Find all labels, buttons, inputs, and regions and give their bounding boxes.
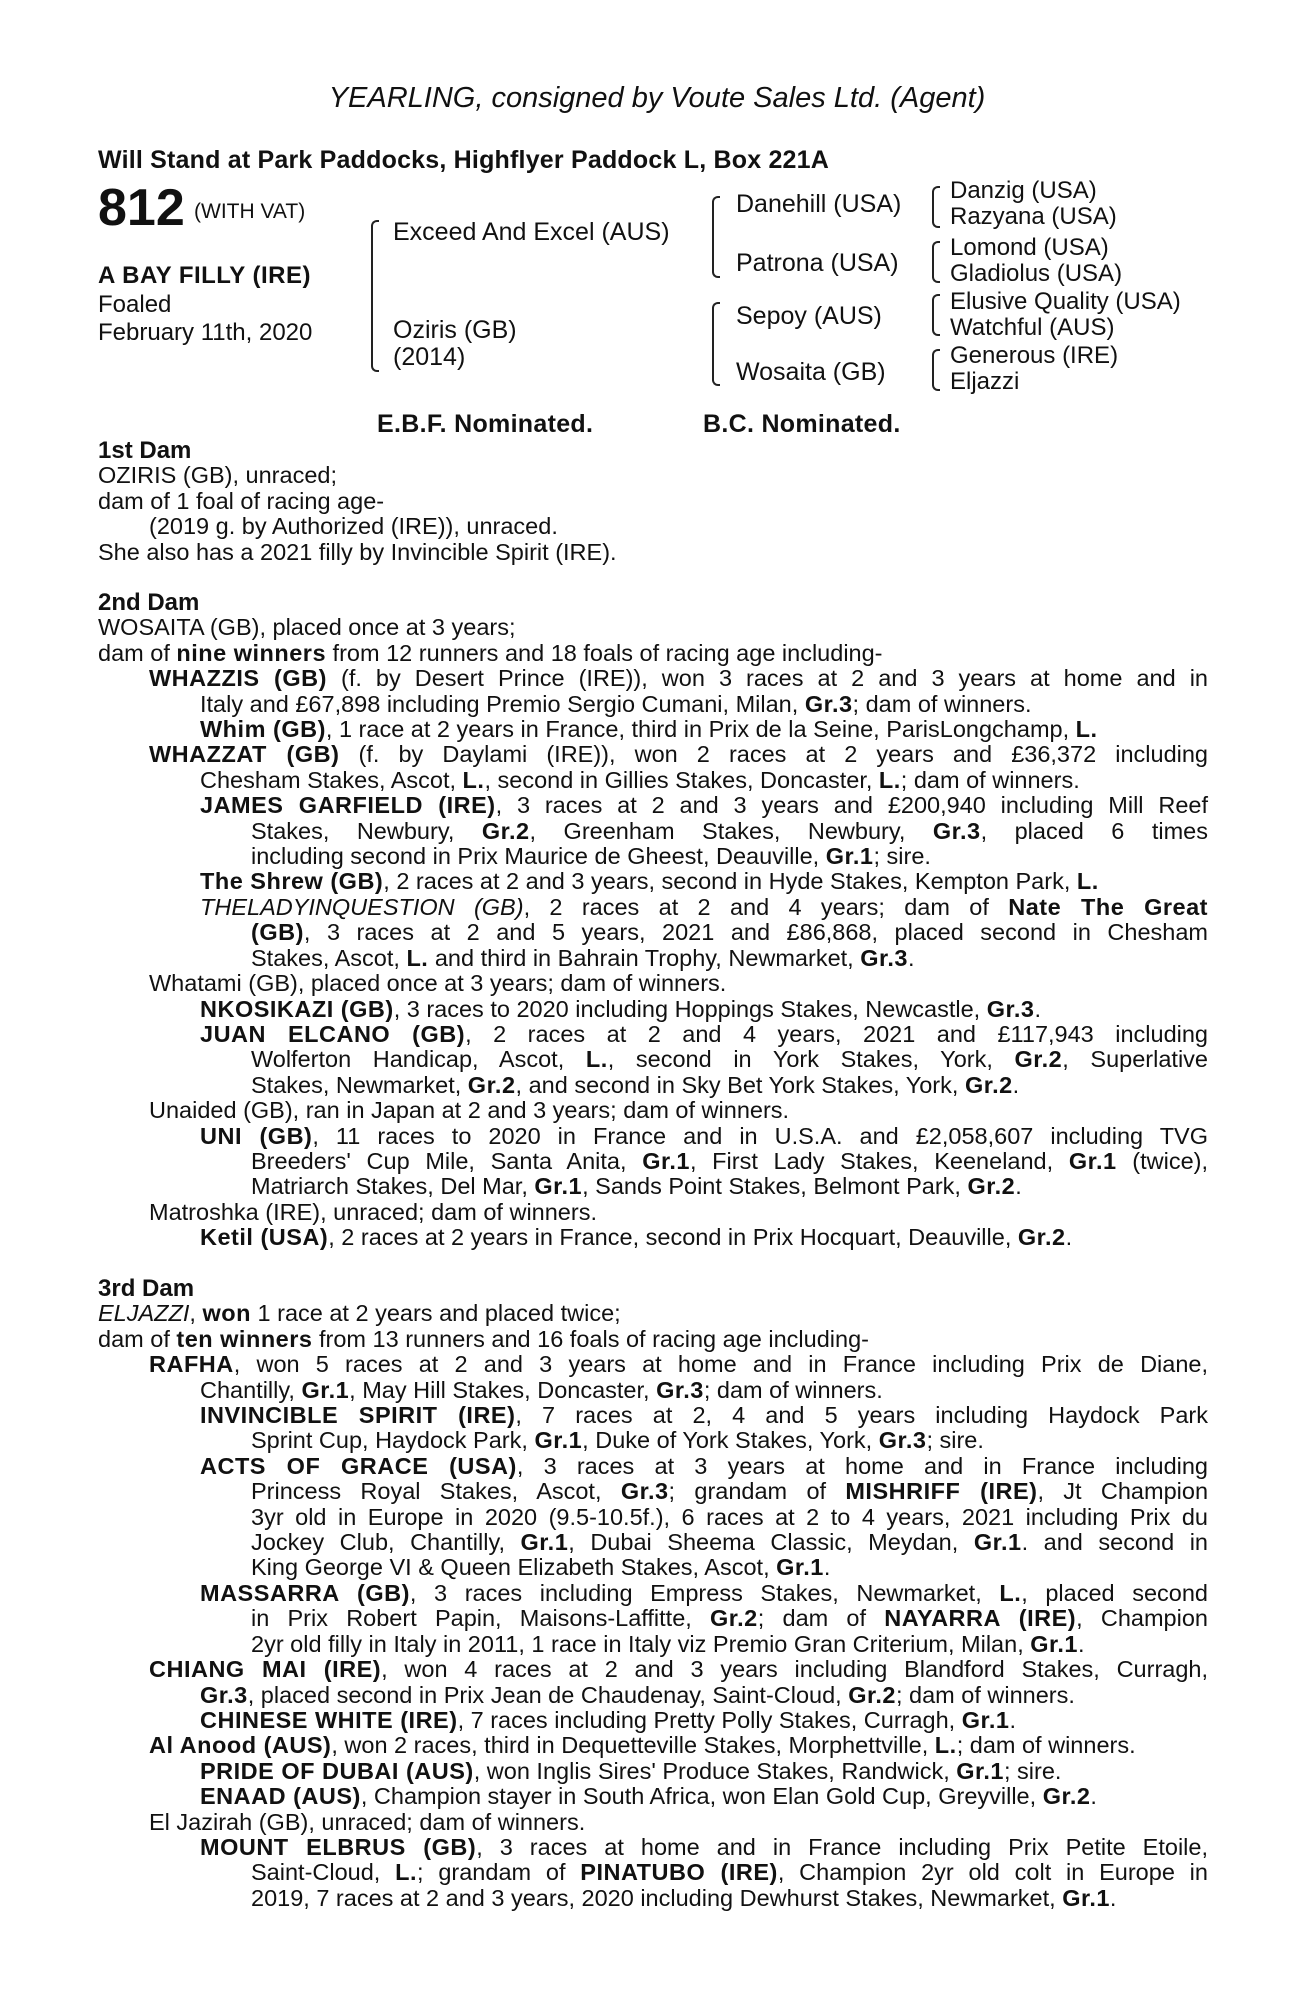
first-dam-line: (2019 g. by Authorized (IRE)), unraced. — [149, 513, 558, 540]
first-dam-line: OZIRIS (GB), unraced; — [98, 462, 337, 489]
third-dam-produce — [98, 1327, 1208, 1352]
consignment-line: YEARLING, consigned by Voute Sales Ltd. (Agent) — [328, 82, 986, 114]
horse-name: CHINESE WHITE (IRE) — [200, 1706, 458, 1733]
grade: Gr.3 — [932, 817, 981, 844]
second-dam-heading: 2nd Dam — [98, 589, 200, 616]
grade: Gr.1 — [534, 1427, 583, 1454]
pedigree-entry — [98, 1428, 1208, 1453]
pedigree-entry — [98, 742, 1208, 767]
pedigree-gen4-6: Watchful (AUS) — [950, 314, 1115, 341]
grade: Gr.1 — [1030, 1630, 1078, 1657]
pedigree-gen3-3: Sepoy (AUS) — [736, 302, 882, 330]
horse-name: Al Anood (AUS) — [149, 1732, 332, 1759]
grade: Gr.2 — [964, 1071, 1013, 1098]
text: , and second in Sky Bet York Stakes, York, — [515, 1071, 965, 1098]
first-dam-heading: 1st Dam — [98, 437, 192, 464]
pedigree-entry — [98, 666, 1208, 691]
text: , 2 races at 2 years in France, second in Prix Hocquart, Deauville, — [328, 1224, 1018, 1251]
pedigree-entry — [98, 1581, 1208, 1606]
text: . — [1078, 1630, 1085, 1657]
pedigree-entry: Whatami (GB), placed once at 3 years; dam of winners. — [149, 970, 727, 997]
text: , placed second in Prix Jean de Chaudenay, Saint-Cloud, — [247, 1681, 849, 1708]
horse-name: WHAZZAT (GB) — [149, 741, 340, 768]
brace-dam-parents — [712, 302, 720, 386]
pedigree-gen4-1: Danzig (USA) — [950, 177, 1097, 204]
brace-sire-parents — [712, 196, 720, 278]
grade: Gr.1 — [825, 843, 874, 870]
text: Italy and £67,898 including Premio Sergio Cumani, Milan, — [200, 690, 805, 717]
first-dam-line: dam of 1 foal of racing age- — [98, 487, 385, 514]
text: 2yr old filly in Italy in 2011, 1 race in Italy viz Premio Gran Criterium, Milan, — [251, 1630, 1031, 1657]
pedigree-entry — [98, 1073, 1208, 1098]
text: ; dam of — [757, 1605, 885, 1632]
lot-number: 812 — [98, 179, 185, 237]
pedigree-entry — [98, 1225, 1208, 1250]
won-label: won — [202, 1300, 251, 1327]
text: , — [189, 1300, 203, 1327]
grade: Gr.3 — [878, 1427, 927, 1454]
pedigree-entry — [98, 1632, 1208, 1657]
text: , 2 races at 2 and 3 years, second in Hyde Stakes, Kempton Park, — [383, 868, 1077, 895]
text: , 3 races including Empress Stakes, Newmarket, — [409, 1579, 1000, 1606]
text: , won Inglis Sires' Produce Stakes, Randwick, — [473, 1757, 957, 1784]
text: ; grandam of — [668, 1478, 846, 1505]
text: , won 5 races at 2 and 3 years at home and in France including Prix de Diane, — [233, 1351, 1208, 1378]
text: , second in Gillies Stakes, Doncaster, — [484, 766, 879, 793]
pedigree-entry: Matroshka (IRE), unraced; dam of winners. — [149, 1198, 597, 1225]
pedigree-entry — [98, 1022, 1208, 1047]
foaled-date: February 11th, 2020 — [98, 319, 313, 346]
pedigree-gen4-2: Razyana (USA) — [950, 203, 1117, 230]
grade: Gr.3 — [620, 1478, 669, 1505]
horse-name: NAYARRA (IRE) — [884, 1605, 1077, 1632]
text: , May Hill Stakes, Doncaster, — [349, 1376, 657, 1403]
text: , placed 6 times — [980, 817, 1208, 844]
text: King George VI & Queen Elizabeth Stakes, Ascot, — [251, 1554, 777, 1581]
grade: Gr.2 — [467, 1071, 516, 1098]
first-dam-line: She also has a 2021 filly by Invincible Spirit (IRE). — [98, 538, 617, 565]
horse-name: UNI (GB) — [200, 1122, 313, 1149]
text: , Champion 2yr old colt in Europe in — [777, 1859, 1208, 1886]
text: from 12 runners and 18 foals of racing age including- — [326, 639, 883, 666]
grade: Gr.3 — [860, 944, 908, 971]
grade: Gr.2 — [1042, 1783, 1091, 1810]
pedigree-entry — [98, 946, 1208, 971]
text: including second in Prix Maurice de Gheest, Deauville, — [251, 843, 826, 870]
pedigree-entry — [98, 1784, 1208, 1809]
grade: L. — [1076, 868, 1099, 895]
horse-name: JAMES GARFIELD (IRE) — [200, 792, 496, 819]
horse-name: RAFHA — [149, 1351, 234, 1378]
pedigree-entry — [98, 1047, 1208, 1072]
text: , second in York Stakes, York, — [607, 1046, 1015, 1073]
grade: Gr.3 — [656, 1376, 704, 1403]
winners-count: nine winners — [176, 639, 327, 666]
pedigree-entry — [98, 895, 1208, 920]
pedigree-entry: El Jazirah (GB), unraced; dam of winners. — [149, 1808, 586, 1835]
text: and third in Bahrain Trophy, Newmarket, — [428, 944, 861, 971]
pedigree-gen3-2: Patrona (USA) — [736, 249, 899, 277]
text: , 1 race at 2 years in France, third in Prix de la Seine, ParisLongchamp, — [325, 716, 1076, 743]
text: 1 race at 2 years and placed twice; — [250, 1300, 621, 1327]
pedigree-gen3-4: Wosaita (GB) — [736, 358, 886, 386]
text: , Duke of York Stakes, York, — [582, 1427, 879, 1454]
foaled-label: Foaled — [98, 291, 172, 318]
text: ; dam of winners. — [900, 766, 1080, 793]
pedigree-entry — [98, 1378, 1208, 1403]
text: . — [907, 944, 915, 971]
text: , 2 races at 2 and 4 years, 2021 and £117,943 including — [465, 1020, 1209, 1047]
text: , Champion — [1076, 1605, 1208, 1632]
grade: Gr.1 — [534, 1173, 583, 1200]
text: Breeders' Cup Mile, Santa Anita, — [251, 1147, 643, 1174]
grade: Gr.3 — [986, 995, 1035, 1022]
grade: Gr.1 — [1068, 1147, 1117, 1174]
third-dam-section — [98, 1276, 1208, 1911]
text: ; dam of winners. — [895, 1681, 1075, 1708]
grade: L. — [406, 944, 429, 971]
pedigree-entry — [98, 1759, 1208, 1784]
pedigree-entry — [98, 1555, 1208, 1580]
text: , 3 races at 2 and 3 years and £200,940 including Mill Reef — [495, 792, 1208, 819]
pedigree-entry — [98, 1174, 1208, 1199]
horse-name: PRIDE OF DUBAI (AUS) — [200, 1757, 474, 1784]
third-dam-line — [98, 1301, 1208, 1326]
text: , Dubai Sheema Classic, Meydan, — [568, 1529, 974, 1556]
grade: Gr.1 — [961, 1706, 1010, 1733]
horse-name: (GB) — [251, 919, 304, 946]
grade: L. — [999, 1579, 1022, 1606]
horse-name: CHIANG MAI (IRE) — [149, 1656, 382, 1683]
pedigree-entry — [98, 869, 1208, 894]
text: (f. by Desert Prince (IRE)), won 3 races at 2 and 3 years at home and in — [326, 665, 1208, 692]
pedigree-gen4-5: Elusive Quality (USA) — [950, 288, 1181, 315]
brace-gen4-1 — [932, 186, 940, 228]
grade: L. — [585, 1046, 608, 1073]
text: . and second in — [1021, 1529, 1208, 1556]
horse-description: A BAY FILLY (IRE) — [98, 262, 311, 289]
text: dam of — [98, 1325, 177, 1352]
pedigree-entry — [98, 1708, 1208, 1733]
text: , Superlative — [1062, 1046, 1208, 1073]
grade: Gr.1 — [301, 1376, 350, 1403]
vat-note: (WITH VAT) — [194, 200, 306, 223]
pedigree-entry: 3yr old in Europe in 2020 (9.5-10.5f.), 6 races at 2 to 4 years, 2021 including Prix du — [251, 1503, 1208, 1530]
grade: Gr.1 — [956, 1757, 1004, 1784]
pedigree-entry — [98, 997, 1208, 1022]
text: Stakes, Ascot, — [251, 944, 407, 971]
text: . — [1065, 1224, 1073, 1251]
text: , First Lady Stakes, Keeneland, — [689, 1147, 1069, 1174]
text: Princess Royal Stakes, Ascot, — [251, 1478, 621, 1505]
horse-name: THELADYINQUESTION (GB) — [200, 893, 524, 920]
text: , 3 races to 2020 including Hoppings Stakes, Newcastle, — [393, 995, 987, 1022]
grade: Gr.1 — [520, 1529, 569, 1556]
pedigree-gen4-3: Lomond (USA) — [950, 234, 1109, 261]
text: Jockey Club, Chantilly, — [251, 1529, 521, 1556]
horse-name: PINATUBO (IRE) — [580, 1859, 778, 1886]
text: . — [1009, 1706, 1016, 1733]
text: , 7 races at 2, 4 and 5 years including Haydock Park — [515, 1402, 1208, 1429]
pedigree-entry — [98, 1733, 1208, 1758]
stand-location: Will Stand at Park Paddocks, Highflyer Paddock L, Box 221A — [98, 146, 830, 174]
text: , 2 races at 2 and 4 years; dam of — [523, 893, 1009, 920]
pedigree-entry — [98, 1886, 1208, 1911]
horse-name: ACTS OF GRACE (USA) — [200, 1452, 517, 1479]
horse-name: NKOSIKAZI (GB) — [200, 995, 394, 1022]
pedigree-entry — [98, 1149, 1208, 1174]
text: Stakes, Newmarket, — [251, 1071, 468, 1098]
pedigree-dam: Oziris (GB) — [393, 316, 517, 344]
text: , won 4 races at 2 and 3 years including Blandford Stakes, Curragh, — [381, 1656, 1209, 1683]
pedigree-entry — [98, 1835, 1208, 1860]
ebf-nomination: E.B.F. Nominated. — [377, 410, 594, 438]
text: Chesham Stakes, Ascot, — [200, 766, 463, 793]
text: , Sands Point Stakes, Belmont Park, — [582, 1173, 968, 1200]
text: , Champion stayer in South Africa, won Elan Gold Cup, Greyville, — [360, 1783, 1043, 1810]
grade: Gr.1 — [642, 1147, 690, 1174]
horse-name: Nate The Great — [1008, 893, 1208, 920]
bc-nomination: B.C. Nominated. — [703, 410, 901, 438]
pedigree-gen3-1: Danehill (USA) — [736, 190, 902, 218]
pedigree-entry — [98, 692, 1208, 717]
pedigree-entry — [98, 1124, 1208, 1149]
grade: L. — [395, 1859, 418, 1886]
pedigree-entry — [98, 1657, 1208, 1682]
text: ; dam of winners. — [852, 690, 1032, 717]
text: ; dam of winners. — [956, 1732, 1136, 1759]
text: Wolferton Handicap, Ascot, — [251, 1046, 586, 1073]
horse-name: Ketil (USA) — [200, 1224, 329, 1251]
grade: L. — [1075, 716, 1098, 743]
horse-name: INVINCIBLE SPIRIT (IRE) — [200, 1402, 516, 1429]
text: , 11 races to 2020 in France and in U.S.A. and £2,058,607 including TVG — [312, 1122, 1209, 1149]
pedigree-entry — [98, 768, 1208, 793]
pedigree-entry — [98, 1479, 1208, 1504]
horse-name: WHAZZIS (GB) — [149, 665, 327, 692]
text: in Prix Robert Papin, Maisons-Laffitte, — [251, 1605, 711, 1632]
text: 2019, 7 races at 2 and 3 years, 2020 including Dewhurst Stakes, Newmarket, — [251, 1884, 1063, 1911]
text: Stakes, Newbury, — [251, 817, 482, 844]
grade: L. — [462, 766, 485, 793]
third-dam-heading: 3rd Dam — [98, 1275, 195, 1302]
pedigree-entry — [98, 1352, 1208, 1377]
second-dam-line: WOSAITA (GB), placed once at 3 years; — [98, 614, 516, 641]
text: Chantilly, — [200, 1376, 302, 1403]
text: Sprint Cup, Haydock Park, — [251, 1427, 535, 1454]
grade: L. — [934, 1732, 957, 1759]
text: . — [1012, 1071, 1020, 1098]
second-dam-produce — [98, 641, 1208, 666]
pedigree-entry: Unaided (GB), ran in Japan at 2 and 3 years; dam of winners. — [149, 1097, 790, 1124]
pedigree-entry — [98, 793, 1208, 818]
horse-name: MOUNT ELBRUS (GB) — [200, 1833, 477, 1860]
text: , 3 races at home and in France including Prix Petite Etoile, — [476, 1833, 1208, 1860]
pedigree-entry — [98, 717, 1208, 742]
grade: Gr.3 — [200, 1681, 248, 1708]
grade: Gr.2 — [710, 1605, 758, 1632]
text: ; dam of winners. — [703, 1376, 883, 1403]
pedigree-entry — [98, 1454, 1208, 1479]
text: . — [823, 1554, 831, 1581]
text: Matriarch Stakes, Del Mar, — [251, 1173, 535, 1200]
text: (f. by Daylami (IRE)), won 2 races at 2 years and £36,372 including — [339, 741, 1208, 768]
pedigree-sire: Exceed And Excel (AUS) — [393, 218, 670, 246]
grade: Gr.1 — [973, 1529, 1022, 1556]
grade: Gr.2 — [967, 1173, 1016, 1200]
text: ; sire. — [926, 1427, 984, 1454]
text: , 3 races at 2 and 5 years, 2021 and £86,868, placed second in Chesham — [303, 919, 1208, 946]
text: , 3 races at 3 years at home and in France including — [516, 1452, 1208, 1479]
text: Saint-Cloud, — [251, 1859, 396, 1886]
text: (twice), — [1116, 1147, 1209, 1174]
text: , Jt Champion — [1037, 1478, 1209, 1505]
pedigree-entry — [98, 819, 1208, 844]
brace-sire-dam — [371, 220, 379, 372]
grade: L. — [878, 766, 901, 793]
grade: Gr.1 — [1062, 1884, 1110, 1911]
horse-name: The Shrew (GB) — [200, 868, 384, 895]
text: , Greenham Stakes, Newbury, — [529, 817, 933, 844]
grade: Gr.2 — [848, 1681, 896, 1708]
brace-gen4-4 — [932, 349, 940, 391]
pedigree-entry — [98, 1530, 1208, 1555]
pedigree-entry — [98, 844, 1208, 869]
pedigree-entry — [98, 1606, 1208, 1631]
pedigree-entry — [98, 1860, 1208, 1885]
text: ; grandam of — [417, 1859, 581, 1886]
first-dam-section — [98, 438, 1208, 565]
horse-name: JUAN ELCANO (GB) — [200, 1020, 466, 1047]
winners-count: ten winners — [176, 1325, 313, 1352]
grade: Gr.3 — [804, 690, 853, 717]
text: . — [1015, 1173, 1022, 1200]
pedigree-gen4-8: Eljazzi — [950, 368, 1020, 395]
pedigree-gen4-7: Generous (IRE) — [950, 342, 1119, 369]
foaled-info — [98, 291, 312, 347]
horse-name: ENAAD (AUS) — [200, 1783, 361, 1810]
grade: Gr.1 — [776, 1554, 824, 1581]
text: from 13 runners and 16 foals of racing age including- — [312, 1325, 869, 1352]
text: . — [1034, 995, 1042, 1022]
horse-name: Whim (GB) — [200, 716, 326, 743]
text: . — [1090, 1783, 1097, 1810]
text: ; sire. — [1004, 1757, 1062, 1784]
text: dam of — [98, 639, 177, 666]
text: ; sire. — [873, 843, 931, 870]
pedigree-gen4-4: Gladiolus (USA) — [950, 260, 1123, 287]
horse-name: MISHRIFF (IRE) — [845, 1478, 1038, 1505]
text: , won 2 races, third in Dequetteville Stakes, Morphettville, — [331, 1732, 935, 1759]
horse-name: MASSARRA (GB) — [200, 1579, 410, 1606]
grade: Gr.2 — [1017, 1224, 1066, 1251]
text: . — [1109, 1884, 1117, 1911]
pedigree-entry — [98, 1403, 1208, 1428]
brace-gen4-3 — [932, 294, 940, 336]
brace-gen4-2 — [932, 241, 940, 283]
pedigree-dam-year: (2014) — [393, 343, 466, 371]
pedigree-entry — [98, 920, 1208, 945]
text: , placed second — [1021, 1579, 1208, 1606]
pedigree-entry — [98, 1683, 1208, 1708]
text: , 7 races including Pretty Polly Stakes, Curragh, — [457, 1706, 962, 1733]
horse-name: ELJAZZI — [98, 1300, 190, 1327]
second-dam-section — [98, 590, 1208, 1251]
grade: Gr.2 — [481, 817, 530, 844]
grade: Gr.2 — [1014, 1046, 1063, 1073]
